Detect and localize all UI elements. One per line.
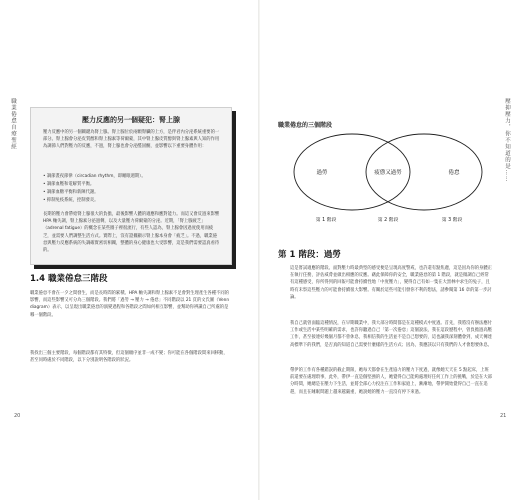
body-paragraph: 我找出三個主要階段，每個階段都有其特徵，但這個順序並非一成不變；你可能在各個階段間來回移動，甚至同時處於不同階段，以下分別說明各階段的狀況。 — [30, 351, 228, 364]
body-paragraph: 我自己就曾面臨這種情況，在早期職業中，我大部分時間都是在這種模式中度過。首先，我將沒有辦法應付工作或生活中某些明確的需求，也許你聽過自己「第一次倦怠」這個說法，我在這段歷程中，曾負擔過高壓工作，甚至接連好幾個月都不曾休息，我相信我的生活並不是自己想要的，這也讓我深刻體會到，成天傳達高標準下的我們，是否真的知道自己需要什麼樣的生活方式；因為，我應該以只有我們的人才會想要休息。 — [290, 321, 492, 348]
venn-label-overlap: 疲憊又過勞 — [374, 170, 402, 176]
body-paragraph: 職業倦怠不會在一夕之間發生，而是長時間的累積。HPA 軸失調和腎上腺素不足會對生理產生各種不同的影響，而這些影響又可分為三個階段。我們將「過勞 → 壓力 → 倦怠」不同階段以 21 頁的文氏圖（Venn diagram）表示，以呈現出職業倦怠的演變過程和各階段之間如何相互影響，並幫助你辨識自己所處的是哪一個階段。 — [30, 291, 230, 318]
page-number-right: 21 — [500, 413, 507, 419]
venn-label-right: 倦怠 — [448, 170, 460, 176]
sidebar-box — [30, 107, 232, 265]
stage-label-3: 第 3 階段 — [441, 218, 463, 223]
box-bullet: • 調節血糖平衡和新陳代謝。 — [43, 190, 99, 195]
box-paragraph-2: 長期的壓力會帶給腎上腺很大的負擔，最後影響人體的適應和應對能力。而這又會反過來影響 HPA 軸失調，腎上腺素分泌過剩，以及大量壓力荷爾蒙的分泌。近期，「腎上腺疲乏」（adrenal fatigue）的概念在某些圈子裡很流行，有些人認為，腎上腺會因過度使用而疲乏，並需要人們調整生活方式。實際上，沒有證據顯示腎上腺本身會「疲乏」。不過，職業倦怠與壓力反應系統的失調確實密切相關，整體的身心健康也大受影響，這是我們需要認真看待的。 — [43, 212, 220, 254]
box-bullet: • 抑制免疫系統，控制發炎。 — [43, 198, 99, 203]
body-paragraph: 帶伊的工作有各種錯誤的截止期限，她每天都會在生產協力的壓力下度過，就像她天天在 5 點起床，上班前還要在處理瑣事，此外，帶伊一直是個堅強的人，她覺得自己能夠處理好任何工作上的挑戰，於是在大部分時間，她總是在壓力下生活，並將全部心力投注在工作和家庭上，漸漸地，帶伊開始覺得自己一直在追趕，而且在睡眠問題上越來越嚴重，她說她的壓力一直沒有停下來過。 — [290, 368, 492, 395]
section-heading-left: 1.4 職業倦怠三階段 — [30, 274, 108, 284]
running-head-right: 壓抑壓力，你不知道的是…… — [504, 98, 510, 183]
venn-label-left: 過勞 — [316, 170, 328, 176]
stage-label-2: 第 2 階段 — [377, 218, 399, 223]
venn-diagram — [278, 133, 498, 229]
box-title: 壓力反應的另一個疑犯：腎上腺 — [82, 116, 180, 124]
box-bullet: • 調節血壓和電解質平衡。 — [43, 182, 95, 187]
running-head-left: 職業倦怠自療聖經 — [10, 98, 16, 150]
figure-title: 職業倦怠的三個階段 — [278, 122, 333, 129]
page-number-left: 20 — [14, 413, 21, 419]
box-paragraph-1: 壓力反應中的另一個關鍵為腎上腺。腎上腺位於兩顆腎臟的上方，是伴君內分泌系統重要的一部分。腎上腺會分泌皮質醇和腎上腺素等荷爾蒙，其中腎上腺皮質醇與腎上腺素與人知的作用為調節人們對壓力的反應，不過，腎上腺也會分泌醛固酮，並影響以下重要身體作用： — [43, 130, 220, 150]
section-heading-right: 第 1 階段：過勞 — [278, 250, 341, 260]
body-paragraph: 這是嘗試適應的階段。面對壓力時最典型的感受便是呈現高度警戒，也許還有點焦慮，這是因為你的身體正在執行任務，評估威脅並做出相應的反應。藉此保障你的安全，職業倦怠的第 1 階段，就是微調自己經常有這種感受，你所得到的回報可能會持續性地「中度壓力」，變得自己有如一隻在大黑林中求生的兔子，且時有未察這些壓力的可能會持續很大影響。有關於這些可能引發你不利的想法，請參閱第 16 章的第一步討論。 — [290, 266, 492, 300]
stage-label-1: 第 1 階段 — [315, 218, 337, 223]
box-bullet: • 調節晝夜節律（circadian rhythm，即睡眠週期）。 — [43, 174, 146, 179]
right-page — [260, 0, 520, 500]
box-bullet-list — [43, 173, 153, 205]
